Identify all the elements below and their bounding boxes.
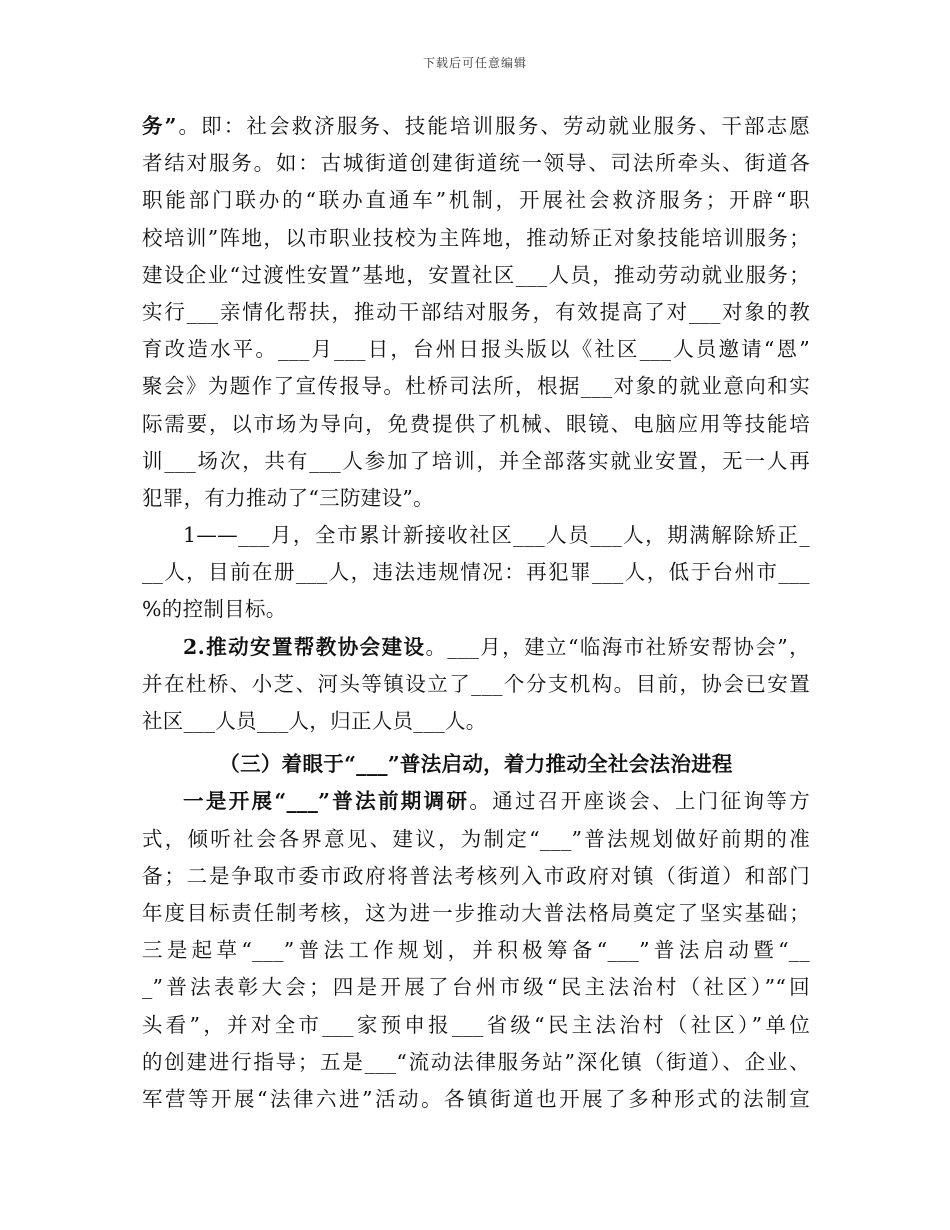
paragraph-line: 并在杜桥、小芝、河头等镇设立了___个分支机构。目前，协会已安置 (142, 671, 810, 696)
paragraph-line: 的创建进行指导；五是___“流动法律服务站”深化镇（街道）、企业、 (142, 1049, 810, 1074)
paragraph-line: 备；二是争取市委市政府将普法考核列入市政府对镇（街道）和部门 (142, 863, 810, 888)
paragraph-line: 务”。即：社会救济服务、技能培训服务、劳动就业服务、干部志愿 (142, 114, 810, 138)
paragraph-line: 聚会》为题作了宣传报导。杜桥司法所，根据___对象的就业意向和实 (142, 374, 810, 399)
paragraph-line: 2.推动安置帮教协会建设。___月，建立“临海市社矫安帮协会”， (183, 634, 810, 659)
paragraph-line: 年度目标责任制考核，这为进一步推动大普法格局奠定了坚实基础； (142, 900, 810, 925)
paragraph-line: 一是开展“___”普法前期调研。通过召开座谈会、上门征询等方 (183, 789, 810, 814)
paragraph-line: 三是起草“___”普法工作规划，并积极筹备“___”普法启动暨“__ (142, 938, 810, 963)
paragraph-line: 训___场次，共有___人参加了培训，并全部落实就业安置，无一人再 (142, 448, 810, 473)
document-body (142, 108, 810, 1118)
bold-lead: 务” (142, 114, 177, 138)
paragraph-line: 职能部门联办的“联办直通车”机制，开展社会救济服务；开辟“职 (142, 188, 810, 213)
paragraph-line: 际需要，以市场为导向，免费提供了机械、眼镜、电脑应用等技能培 (142, 411, 810, 436)
paragraph-line: 头看”，并对全市___家预申报___省级“民主法治村（社区）”单位 (142, 1012, 810, 1037)
paragraph-line: 1——___月，全市累计新接收社区___人员___人，期满解除矫正_ (183, 523, 810, 548)
paragraph-line: %的控制目标。 (142, 597, 287, 622)
bold-lead: 一是开展“___”普法前期调研 (183, 789, 470, 814)
paragraph-line: 式，倾听社会各界意见、建议，为制定“___”普法规划做好前期的准 (142, 826, 810, 851)
paragraph-line: 者结对服务。如：古城街道创建街道统一领导、司法所牵头、街道各 (142, 151, 810, 176)
paragraph-line: 实行___亲情化帮扶，推动干部结对服务，有效提高了对___对象的教 (142, 299, 810, 324)
paragraph-line: _”普法表彰大会；四是开展了台州市级“民主法治村（社区）”“回 (142, 975, 810, 1000)
paragraph-line: __人，目前在册___人，违法违规情况：再犯罪___人，低于台州市___ (142, 560, 810, 585)
section-heading-inline: 2.推动安置帮教协会建设 (183, 634, 426, 659)
paragraph-line: 军营等开展“法律六进”活动。各镇街道也开展了多种形式的法制宣 (142, 1086, 810, 1111)
paragraph-line: 育改造水平。___月___日，台州日报头版以《社区___人员邀请“恩” (142, 337, 810, 362)
page-header: 下载后可任意编辑 (422, 56, 527, 70)
paragraph-line: 建设企业“过渡性安置”基地，安置社区___人员，推动劳动就业服务； (142, 262, 810, 287)
paragraph-line: 犯罪，有力推动了“三防建设”。 (142, 485, 434, 510)
paragraph-line: 校培训”阵地，以市职业技校为主阵地，推动矫正对象技能培训服务； (142, 225, 810, 250)
paragraph-line: 社区___人员___人，归正人员___人。 (142, 709, 487, 733)
section-heading: （三）着眼于“___”普法启动，着力推动全社会法治进程 (219, 752, 733, 777)
